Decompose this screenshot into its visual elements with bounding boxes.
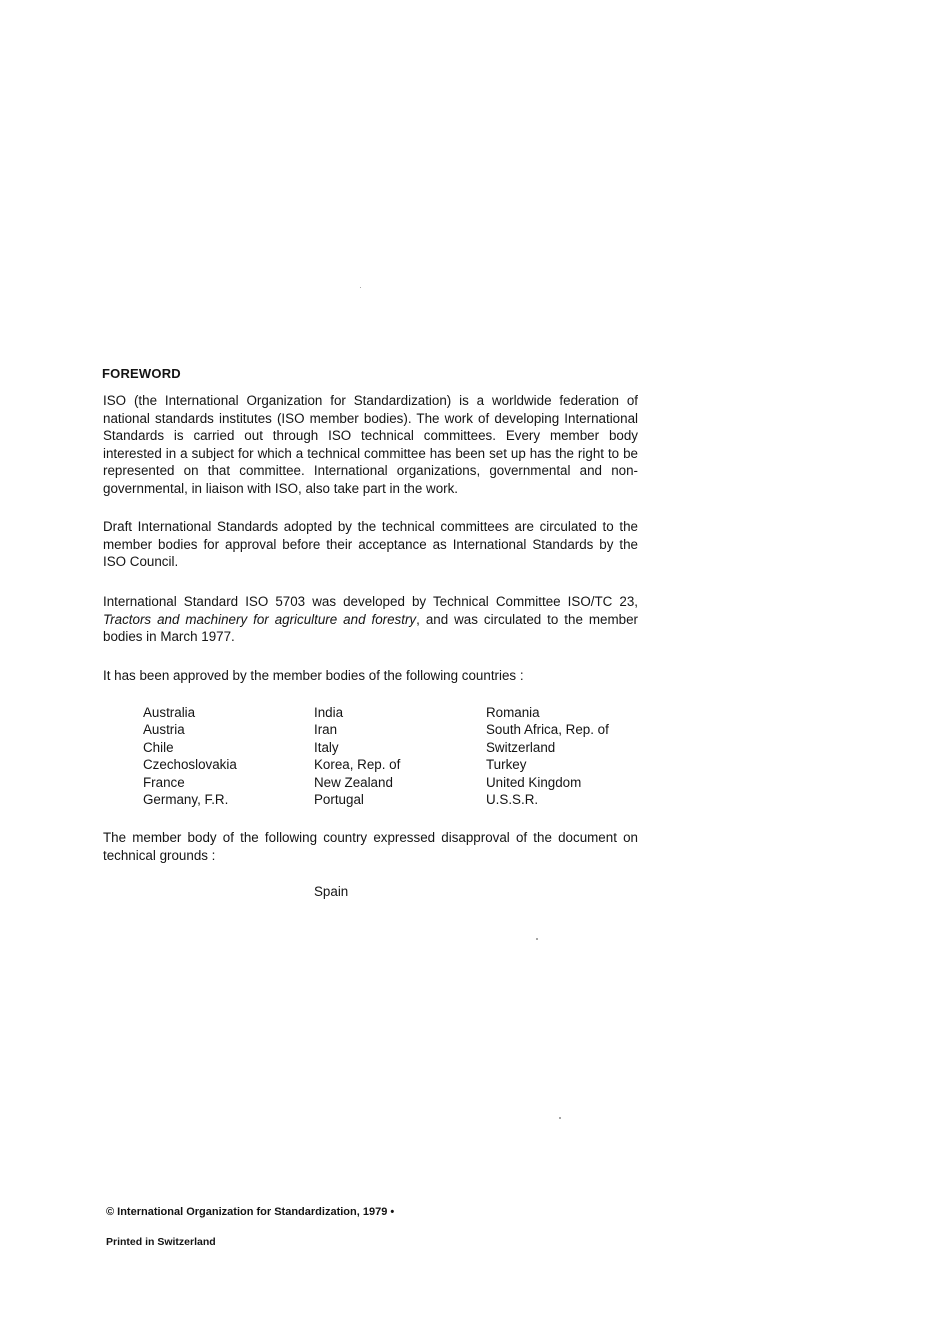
country-item: India [314,705,344,720]
scan-speck [559,1117,561,1119]
country-item: Iran [314,722,338,738]
scan-speck [360,287,361,288]
committee-title: Tractors and machinery for agriculture and forestry [103,611,417,627]
country-item: Italy [314,739,339,755]
country-item: France [143,774,185,790]
paragraph-text-before: International Standard ISO 5703 was developed by Technical Committee ISO/TC 23, [103,594,638,609]
country-item: Germany, F.R. [143,792,229,808]
scan-speck [536,938,538,940]
country-column-1 [143,704,237,808]
foreword-paragraph-draft: Draft International Standards adopted by the technical committees are circulated to the member bodies for approval before their acceptance as International Standards by the ISO Council. [103,519,638,570]
country-item: Romania [486,705,540,720]
foreword-paragraph-approved: It has been approved by the member bodies of the following countries : [103,668,524,683]
foreword-paragraph-disapproval: The member body of the following country expressed disapproval of the document on technical grounds : [103,830,638,863]
country-item: United Kingdom [486,774,582,790]
country-item: Czechoslovakia [143,757,237,773]
country-item: New Zealand [314,774,393,790]
foreword-heading: FOREWORD [102,366,181,381]
country-item: South Africa, Rep. of [486,722,609,738]
country-item: Austria [143,722,185,738]
foreword-paragraph-iso: ISO (the International Organization for Standardization) is a worldwide federation of national standards institutes (ISO member bodies). The work of developing International Standards is carried out through ISO technical committees. Every member body interested in a subject for which a technical committee has been set up has the right to be represented on that committee. International organizations, governmental and non-governmental, in liaison with ISO, also take part in the work. [103,393,638,496]
country-item: Korea, Rep. of [314,757,401,773]
country-item: Switzerland [486,739,556,755]
foreword-paragraph-standard [103,593,638,646]
country-item: Australia [143,705,196,720]
country-item: Portugal [314,792,364,808]
country-item: U.S.S.R. [486,792,539,808]
country-column-2 [314,704,400,808]
country-column-3 [486,704,609,808]
copyright-notice: © International Organization for Standardization, 1979 • [106,1206,395,1218]
printed-location: Printed in Switzerland [106,1236,216,1248]
disapproving-country: Spain [314,884,349,899]
country-item: Turkey [486,757,527,773]
paragraph-text-after: , and was circulated to the member bodies in March 1977. [103,611,638,645]
country-item: Chile [143,739,174,755]
